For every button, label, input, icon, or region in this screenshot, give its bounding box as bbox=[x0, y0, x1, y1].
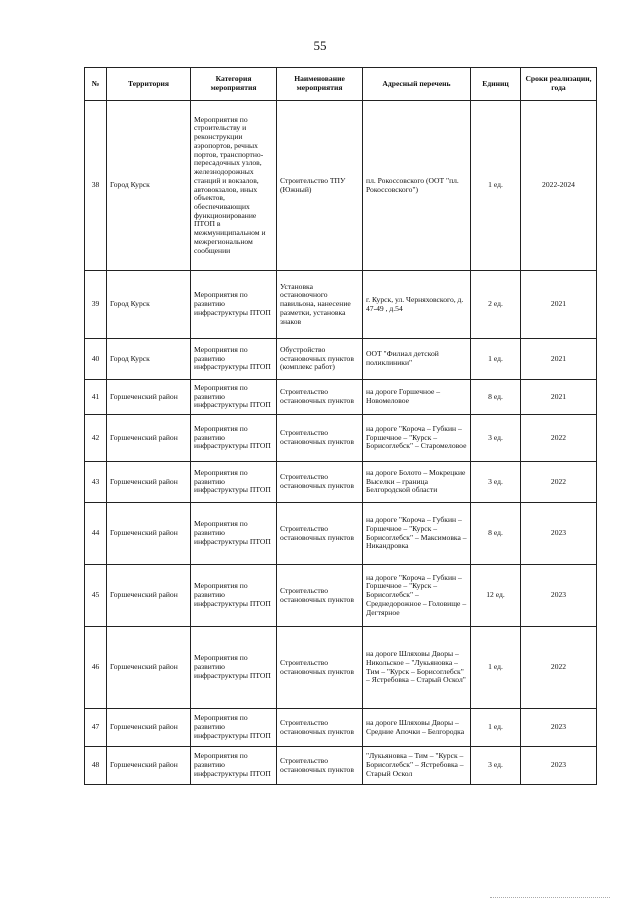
table-row bbox=[85, 415, 597, 462]
cell-territory: Горшеченский район bbox=[107, 503, 191, 565]
cell-num: 48 bbox=[85, 747, 107, 785]
cell-category: Мероприятия по развитию инфраструктуры ПТОП bbox=[191, 415, 277, 462]
header-name: Наименование мероприятия bbox=[277, 68, 363, 101]
header-num: № bbox=[85, 68, 107, 101]
cell-territory: Горшеченский район bbox=[107, 462, 191, 503]
cell-num: 43 bbox=[85, 462, 107, 503]
header-address: Адресный перечень bbox=[363, 68, 471, 101]
cell-address: на дороге "Короча – Губкин – Горшечное – "Курск – Борисоглебск" – Максимовка – Никандровка bbox=[363, 503, 471, 565]
table-row bbox=[85, 627, 597, 709]
cell-name: Строительство остановочных пунктов bbox=[277, 380, 363, 415]
header-years: Сроки реализации, года bbox=[521, 68, 597, 101]
cell-address: г. Курск, ул. Черняховского, д. 47-49 , д.54 bbox=[363, 271, 471, 339]
cell-name: Обустройство остановочных пунктов (комплекс работ) bbox=[277, 339, 363, 380]
events-table bbox=[84, 67, 597, 785]
cell-address: на дороге "Короча – Губкин – Горшечное – "Курск – Борисоглебск" – Старомеловое bbox=[363, 415, 471, 462]
cell-address: ООТ "Филиал детской поликлиники" bbox=[363, 339, 471, 380]
cell-num: 41 bbox=[85, 380, 107, 415]
cell-name: Строительство остановочных пунктов bbox=[277, 709, 363, 747]
cell-name: Строительство остановочных пунктов bbox=[277, 565, 363, 627]
cell-category: Мероприятия по развитию инфраструктуры ПТОП bbox=[191, 339, 277, 380]
cell-num: 45 bbox=[85, 565, 107, 627]
table-row bbox=[85, 462, 597, 503]
cell-years: 2023 bbox=[521, 709, 597, 747]
header-territory: Территория bbox=[107, 68, 191, 101]
cell-units: 3 ед. bbox=[471, 462, 521, 503]
cell-num: 42 bbox=[85, 415, 107, 462]
header-units: Единиц bbox=[471, 68, 521, 101]
cell-units: 8 ед. bbox=[471, 380, 521, 415]
page-number: 55 bbox=[313, 38, 327, 53]
cell-units: 12 ед. bbox=[471, 565, 521, 627]
cell-units: 3 ед. bbox=[471, 415, 521, 462]
cell-units: 1 ед. bbox=[471, 101, 521, 271]
cell-units: 1 ед. bbox=[471, 627, 521, 709]
table-header-row bbox=[85, 68, 597, 101]
table-row bbox=[85, 271, 597, 339]
cell-category: Мероприятия по развитию инфраструктуры ПТОП bbox=[191, 627, 277, 709]
cell-num: 44 bbox=[85, 503, 107, 565]
header-category: Категория мероприятия bbox=[191, 68, 277, 101]
cell-name: Установка остановочного павильона, нанесение разметки, установка знаков bbox=[277, 271, 363, 339]
cell-years: 2021 bbox=[521, 339, 597, 380]
cell-years: 2023 bbox=[521, 565, 597, 627]
cell-category: Мероприятия по развитию инфраструктуры ПТОП bbox=[191, 565, 277, 627]
cell-category: Мероприятия по развитию инфраструктуры ПТОП bbox=[191, 271, 277, 339]
cell-units: 1 ед. bbox=[471, 709, 521, 747]
cell-units: 8 ед. bbox=[471, 503, 521, 565]
cell-territory: Горшеченский район bbox=[107, 747, 191, 785]
cell-address: на дороге Болото – Мокрецкие Выселки – граница Белгородской области bbox=[363, 462, 471, 503]
cell-units: 3 ед. bbox=[471, 747, 521, 785]
cell-num: 47 bbox=[85, 709, 107, 747]
cell-territory: Город Курск bbox=[107, 101, 191, 271]
cell-address: на дороге "Короча – Губкин – Горшечное – "Курск – Борисоглебск" – Среднедорожное – Головище – Дегтярное bbox=[363, 565, 471, 627]
table-row bbox=[85, 339, 597, 380]
cell-territory: Город Курск bbox=[107, 271, 191, 339]
cell-territory: Горшеченский район bbox=[107, 415, 191, 462]
cell-category: Мероприятия по развитию инфраструктуры ПТОП bbox=[191, 709, 277, 747]
cell-years: 2022 bbox=[521, 627, 597, 709]
cell-years: 2022 bbox=[521, 415, 597, 462]
cell-years: 2021 bbox=[521, 380, 597, 415]
table-row bbox=[85, 101, 597, 271]
table-row bbox=[85, 747, 597, 785]
cell-units: 1 ед. bbox=[471, 339, 521, 380]
table-row bbox=[85, 503, 597, 565]
cell-name: Строительство остановочных пунктов bbox=[277, 462, 363, 503]
table-row bbox=[85, 380, 597, 415]
cell-years: 2021 bbox=[521, 271, 597, 339]
scan-artifact bbox=[490, 897, 610, 899]
cell-address: на дороге Горшечное – Новомеловое bbox=[363, 380, 471, 415]
cell-address: пл. Рокоссовского (ООТ "пл. Рокоссовского") bbox=[363, 101, 471, 271]
cell-years: 2022-2024 bbox=[521, 101, 597, 271]
cell-name: Строительство остановочных пунктов bbox=[277, 503, 363, 565]
cell-num: 46 bbox=[85, 627, 107, 709]
cell-category: Мероприятия по развитию инфраструктуры ПТОП bbox=[191, 747, 277, 785]
cell-address: на дороге Шляховы Дворы – Никольское – "Лукьяновка – Тим – "Курск – Борисоглебск" – Ястребовка – Старый Оскол" bbox=[363, 627, 471, 709]
cell-address: "Лукьяновка – Тим – "Курск – Борисоглебск" – Ястребовка – Старый Оскол bbox=[363, 747, 471, 785]
table-row bbox=[85, 709, 597, 747]
cell-name: Строительство остановочных пунктов bbox=[277, 415, 363, 462]
cell-years: 2023 bbox=[521, 747, 597, 785]
table-row bbox=[85, 565, 597, 627]
cell-category: Мероприятия по развитию инфраструктуры ПТОП bbox=[191, 380, 277, 415]
cell-name: Строительство остановочных пунктов bbox=[277, 627, 363, 709]
cell-name: Строительство ТПУ (Южный) bbox=[277, 101, 363, 271]
cell-territory: Горшеченский район bbox=[107, 565, 191, 627]
cell-years: 2022 bbox=[521, 462, 597, 503]
cell-address: на дороге Шляховы Дворы – Средние Апочки – Белгородка bbox=[363, 709, 471, 747]
cell-territory: Город Курск bbox=[107, 339, 191, 380]
cell-category: Мероприятия по развитию инфраструктуры ПТОП bbox=[191, 503, 277, 565]
cell-num: 39 bbox=[85, 271, 107, 339]
cell-name: Строительство остановочных пунктов bbox=[277, 747, 363, 785]
cell-num: 38 bbox=[85, 101, 107, 271]
cell-territory: Горшеченский район bbox=[107, 380, 191, 415]
cell-num: 40 bbox=[85, 339, 107, 380]
cell-category: Мероприятия по развитию инфраструктуры ПТОП bbox=[191, 462, 277, 503]
cell-years: 2023 bbox=[521, 503, 597, 565]
cell-territory: Горшеченский район bbox=[107, 627, 191, 709]
cell-territory: Горшеченский район bbox=[107, 709, 191, 747]
cell-category: Мероприятия по строительству и реконструкции аэропортов, речных портов, транспортно-пересадочных узлов, железнодорожных станций и вокзалов, автовокзалов, иных объектов, обеспечивающих функционирование ПТОП в межмуниципальном и межрегиональном сообщении bbox=[191, 101, 277, 271]
cell-units: 2 ед. bbox=[471, 271, 521, 339]
